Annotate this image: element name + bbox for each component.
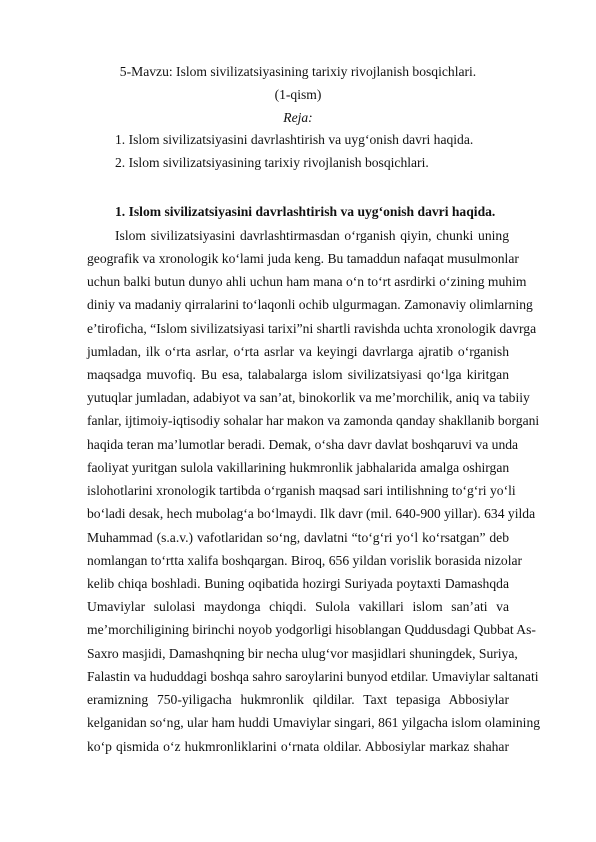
paragraph-line: islohotlarini xronologik tartibda o‘rganish maqsad sari intilishning to‘g‘ri yo‘li <box>87 483 516 498</box>
paragraph-line: Falastin va hududdagi boshqa sahro saroylarini bunyod etdilar. Umaviylar saltanati <box>87 669 539 684</box>
paragraph-line: nomlangan to‘rtta xalifa boshqargan. Biroq, 656 yildan vorislik borasida nizolar <box>87 553 523 568</box>
paragraph-line: me’morchiligining birinchi noyob yodgorligi hisoblangan Quddusdagi Qubbat As- <box>87 622 536 637</box>
paragraph-line: Saxro masjidi, Damashqning bir necha ulug‘vor masjidlari shuningdek, Suriya, <box>87 646 518 661</box>
paragraph-line: Umaviylar sulolasi maydonga chiqdi. Sulola vakillari islom san’ati va <box>87 599 509 614</box>
paragraph-line: eramizning 750-yiligacha hukmronlik qildilar. Taxt tepasiga Abbosiylar <box>87 692 509 707</box>
paragraph-line: fanlar, ijtimoiy-iqtisodiy sohalar har makon va zamonda qanday shakllanib borgani <box>87 413 540 428</box>
paragraph-line: ko‘p qismida o‘z hukmronliklarini o‘rnata oldilar. Abbosiylar markaz shahar <box>87 739 509 754</box>
plan-item: 1. Islom sivilizatsiyasini davrlashtirish va uyg‘onish davri haqida. <box>115 132 474 147</box>
plan-item: 2. Islom sivilizatsiyasining tarixiy rivojlanish bosqichlari. <box>115 155 429 170</box>
paragraph-line: kelib chiqa boshladi. Buning oqibatida hozirgi Suriyada poytaxti Damashqda <box>87 576 509 591</box>
paragraph-line: faoliyat yuritgan sulola vakillarining hukmronlik jabhalarida amalga oshirgan <box>87 460 510 475</box>
paragraph-line: uchun balki butun dunyo ahli uchun ham mana o‘n to‘rt asrdirki o‘zining muhim <box>87 274 527 289</box>
paragraph-line: Islom sivilizatsiyasini davrlashtirmasdan o‘rganish qiyin, chunki uning <box>115 228 509 243</box>
paragraph-line: yutuqlar jumladan, adabiyot va san’at, binokorlik va me’morchilik, aniq va tabiiy <box>87 390 530 405</box>
paragraph-line: bo‘ladi desak, hech mubolag‘a bo‘lmaydi. Ilk davr (mil. 640-900 yillar). 634 yilda <box>87 506 536 521</box>
plan-label: Reja: <box>283 110 313 125</box>
paragraph-line: Muhammad (s.a.v.) vafotlaridan so‘ng, davlatni “to‘g‘ri yo‘l ko‘rsatgan” deb <box>87 530 509 545</box>
paragraph-line: jumladan, ilk o‘rta asrlar, o‘rta asrlar va keyingi davrlarga ajratib o‘rganish <box>87 344 509 359</box>
paragraph-line: haqida teran ma’lumotlar beradi. Demak, o‘sha davr davlat boshqaruvi va unda <box>87 437 519 452</box>
paragraph-line: e’tiroficha, “Islom sivilizatsiyasi tarixi”ni shartli ravishda uchta xronologik davrga <box>87 321 537 336</box>
part-label: (1-qism) <box>274 87 322 102</box>
paragraph-line: kelganidan so‘ng, ular ham huddi Umaviylar singari, 861 yilgacha islom olamining <box>87 715 541 730</box>
document-title: 5-Mavzu: Islom sivilizatsiyasining tarixiy rivojlanish bosqichlari. <box>119 64 477 79</box>
paragraph-line: geografik va xronologik ko‘lami juda keng. Bu tamaddun nafaqat musulmonlar <box>87 251 519 266</box>
paragraph-line: maqsadga muvofiq. Bu esa, talabalarga islom sivilizatsiyasi qo‘lga kiritgan <box>87 367 509 382</box>
section-heading: 1. Islom sivilizatsiyasini davrlashtirish va uyg‘onish davri haqida. <box>115 204 496 219</box>
paragraph-line: diniy va madaniy qirralarini to‘laqonli ochib ulgurmagan. Zamonaviy olimlarning <box>87 297 533 312</box>
